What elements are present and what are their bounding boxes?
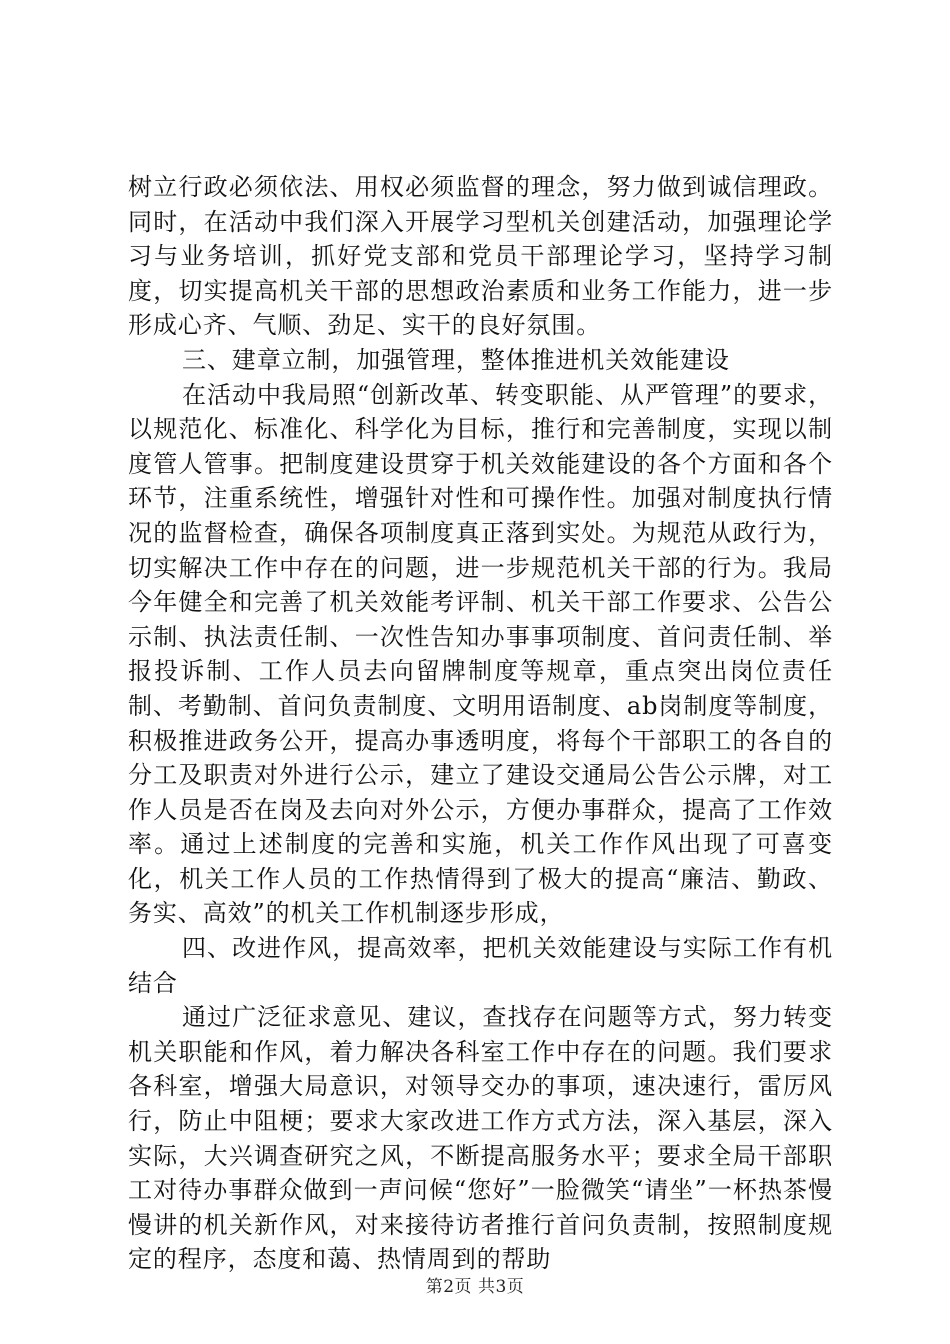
section-heading-three: 三、建章立制，加强管理，整体推进机关效能建设	[182, 345, 730, 374]
section-heading-four: 四、改进作风，提高效率，把机关效能建设与实际工作有机结合	[128, 934, 833, 997]
paragraph-section-three-body: 在活动中我局照“创新改革、转变职能、从严管理”的要求，以规范化、标准化、科学化为目标，推行和完善制度，实现以制度管人管事。把制度建设贯穿于机关效能建设的各个方面和各个环节，注重系统性，增强针对性和可操作性。加强对制度执行情况的监督检查，确保各项制度真正落到实处。为规范从政行为，切实解决工作中存在的问题，进一步规范机关干部的行为。我局今年健全和完善了机关效能考评制、机关干部工作要求、公告公示制、执法责任制、一次性告知办事事项制度、首问责任制、举报投诉制、工作人员去向留牌制度等规章，重点突出岗位责任制、考勤制、首问负责制度、文明用语制度、ab岗制度等制度，积极推进政务公开，提高办事透明度，将每个干部职工的各自的分工及职责对外进行公示，建立了建设交通局公告公示牌，对工作人员是否在岗及去向对外公示，方便办事群众，提高了工作效率。通过上述制度的完善和实施，机关工作作风出现了可喜变化，机关工作人员的工作热情得到了极大的提高“廉洁、勤政、务实、高效”的机关工作机制逐步形成，	[128, 380, 833, 928]
paragraph-section-four-body: 通过广泛征求意见、建议，查找存在问题等方式，努力转变机关职能和作风，着力解决各科室工作中存在的问题。我们要求各科室，增强大局意识，对领导交办的事项，速决速行，雷厉风行，防止中阻梗；要求大家改进工作方式方法，深入基层，深入实际，大兴调查研究之风，不断提高服务水平；要求全局干部职工对待办事群众做到一声问候“您好”一脸微笑“请坐”一杯热茶慢慢讲的机关新作风，对来接待访者推行首问负责制，按照制度规定的程序，态度和蔼、热情周到的帮助	[128, 1003, 833, 1274]
page-number-footer: 第2页 共3页	[425, 1277, 525, 1297]
document-body	[128, 170, 833, 1277]
paragraph-continuation: 树立行政必须依法、用权必须监督的理念，努力做到诚信理政。同时，在活动中我们深入开展学习型机关创建活动，加强理论学习与业务培训，抓好党支部和党员干部理论学习，坚持学习制度，切实提高机关干部的思想政治素质和业务工作能力，进一步形成心齐、气顺、劲足、实干的良好氛围。	[128, 173, 833, 340]
